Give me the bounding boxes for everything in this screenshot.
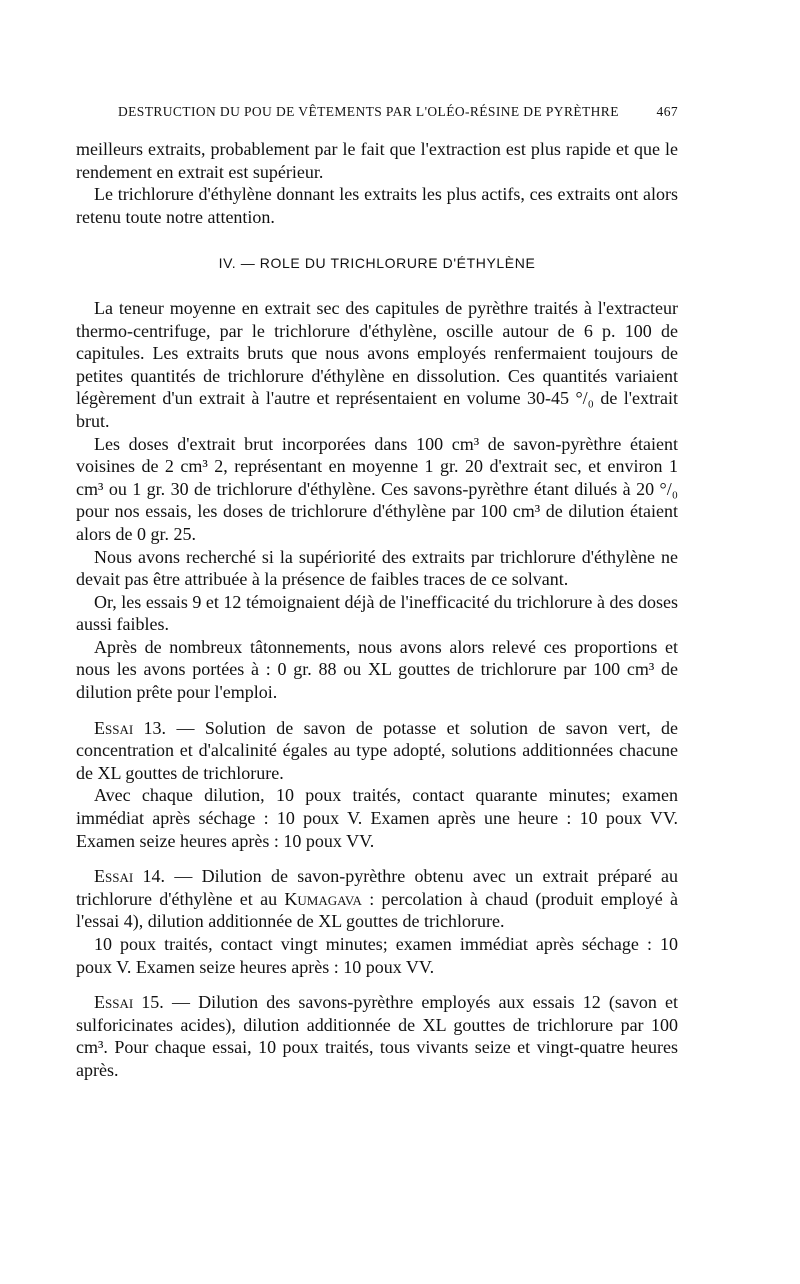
paragraph: La teneur moyenne en extrait sec des capitules de pyrèthre traités à l'extracteur thermo-centrifuge, par le trichlorure d'éthylène, oscille autour de 6 p. 100 de capitules. Les extraits bruts que nous avons employés renfermaient toujours de petites quantités de trichlorure d'éthylène en dissolution. Ces quantités variaient légèrement d'un extrait à l'autre et représentaient en volume 30-45 °/₀ de l'extrait brut. <box>76 297 678 431</box>
essai-15 <box>76 991 678 1081</box>
essai-text: — Dilution des savons-pyrèthre employés aux essais 12 (savon et sulforicinates acides), dilution additionnée de XL gouttes de trichlorure par 100 cm³. Pour chaque essai, 10 poux traités, tous vivants seize et vingt-quatre heures après. <box>76 992 678 1080</box>
essai-14 <box>76 865 678 933</box>
essai-text: — Dilution de savon-pyrèthre obtenu avec un extrait préparé au trichlorure d'éthylène et au <box>76 866 678 909</box>
body-text <box>76 138 678 1082</box>
paragraph: Après de nombreux tâtonnements, nous avons alors relevé ces proportions et nous les avons portées à : 0 gr. 88 ou XL gouttes de trichlorure par 100 cm³ de dilution prête pour l'emploi. <box>76 636 678 703</box>
essai-label: Essai 14. <box>94 866 165 887</box>
essai-13 <box>76 717 678 785</box>
essai-text: : percolation à chaud (produit employé à l'essai 4), dilution additionnée de XL gouttes de trichlorure. <box>76 888 678 932</box>
paragraph: Le trichlorure d'éthylène donnant les extraits les plus actifs, ces extraits ont alors retenu toute notre attention. <box>76 184 678 227</box>
page-number: 467 <box>656 104 678 119</box>
essai-label: Essai 15. <box>94 992 164 1013</box>
paragraph: Les doses d'extrait brut incorporées dans 100 cm³ de savon-pyrèthre étaient voisines de 2 cm³ 2, représentant en moyenne 1 gr. 20 d'extrait sec, et environ 1 cm³ ou 1 gr. 30 de trichlorure d'éthylène. Ces savons-pyrèthre étant dilués à 20 °/₀ pour nos essais, les doses de trichlorure d'éthylène par 100 cm³ de dilution étaient alors de 0 gr. 25. <box>76 433 678 544</box>
paragraph: meilleurs extraits, probablement par le fait que l'extraction est plus rapide et que le rendement en extrait est supérieur. <box>76 139 678 182</box>
paragraph: Avec chaque dilution, 10 poux traités, contact quarante minutes; examen immédiat après séchage : 10 poux V. Examen après une heure : 10 poux VV. Examen seize heures après : 10 poux VV. <box>76 785 678 851</box>
essai-label: Essai 13. <box>94 717 167 738</box>
running-header <box>118 104 678 120</box>
section-heading: IV. — ROLE DU TRICHLORURE D'ÉTHYLÈNE <box>218 255 536 272</box>
running-title: DESTRUCTION DU POU DE VÊTEMENTS PAR L'OLÉO-RÉSINE DE PYRÈTHRE <box>118 104 619 119</box>
paragraph: Nous avons recherché si la supériorité des extraits par trichlorure d'éthylène ne devait pas être attribuée à la présence de faibles traces de ce solvant. <box>76 546 678 590</box>
paragraph: 10 poux traités, contact vingt minutes; examen immédiat après séchage : 10 poux V. Examen seize heures après : 10 poux VV. <box>76 934 678 977</box>
essai-text: — Solution de savon de potasse et solution de savon vert, de concentration et d'alcalinité égales au type adopté, solutions additionnées chacune de XL gouttes de trichlorure. <box>76 717 678 783</box>
paragraph: Or, les essais 9 et 12 témoignaient déjà de l'inefficacité du trichlorure à des doses aussi faibles. <box>76 591 678 635</box>
author-name: Kumagava <box>284 888 362 909</box>
